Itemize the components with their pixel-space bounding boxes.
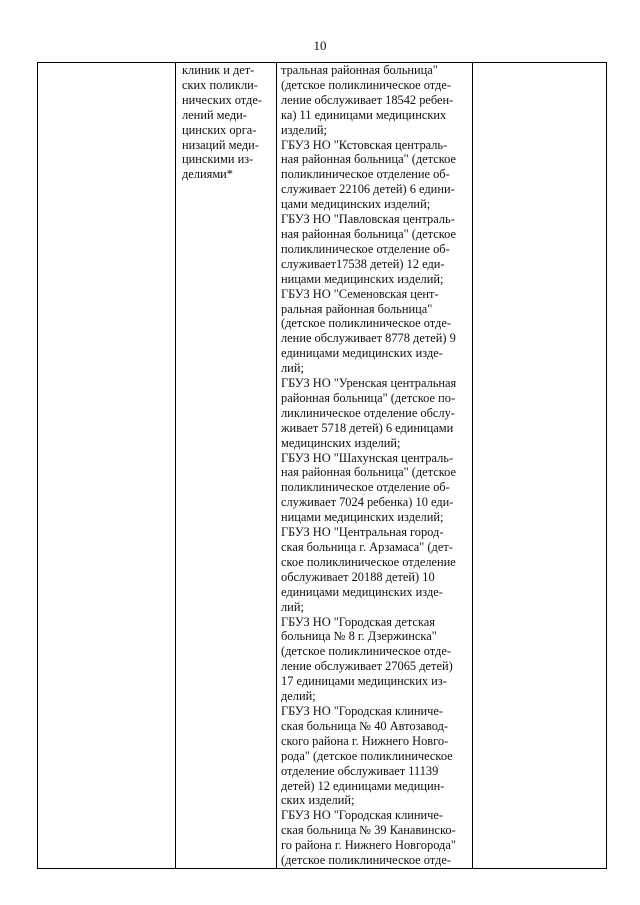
table-row: [38, 63, 607, 869]
table-cell-col1: [38, 63, 176, 869]
cell-text-col3: тральная районная больница" (детское поликлиническое отде- ление обслуживает 18542 ребен- ка) 11 единицами медицинских изделий; ГБУЗ НО "Кстовская централь- ная районная больница" (детское поликлиническое отделение об- служивает 22106 детей) 6 едини- цами медицинских изделий; ГБУЗ НО "Павловская централь- ная районная больница" (детское поликлиническое отделение об- служивает17538 детей) 12 еди- ницами медицинских изделий; ГБУЗ НО "Семеновская цент- ральная районная больница" (детское поликлиническое отде- ление обслуживает 8778 детей) 9 единицами медицинских изде- лий; ГБУЗ НО "Уренская центральная районная больница" (детское по- ликлиническое отделение обслу- живает 5718 детей) 6 единицами медицинских изделий; ГБУЗ НО "Шахунская централь- ная районная больница" (детское поликлиническое отделение об- служивает 7024 ребенка) 10 еди- ницами медицинских изделий; ГБУЗ НО "Центральная город- ская больница г. Арзамаса" (дет- ское поликлиническое отделение обслуживает 20188 детей) 10 единицами медицинских изде- лий; ГБУЗ НО "Городская детская больница № 8 г. Дзержинска" (детское поликлиническое отде- ление обслуживает 27065 детей) 17 единицами медицинских из- делий; ГБУЗ НО "Городская клиниче- ская больница № 40 Автозавод- ского района г. Нижнего Новго- рода" (детское поликлиническое отделение обслуживает 11139 детей) 12 единицами медицин- ских изделий; ГБУЗ НО "Городская клиниче- ская больница № 39 Канавинско- го района г. Нижнего Новгорода" (детское поликлиническое отде-: [281, 63, 457, 868]
table-cell-col2: [176, 63, 277, 869]
document-table: [37, 62, 607, 869]
page-number: 10: [313, 38, 327, 53]
table-cell-col3: [277, 63, 473, 869]
cell-text-col2: клиник и дет- ских поликли- нических отде- лений меди- цинских орга- низаций меди- цинскими из- делиями*: [182, 63, 262, 182]
table-cell-col4: [473, 63, 607, 869]
